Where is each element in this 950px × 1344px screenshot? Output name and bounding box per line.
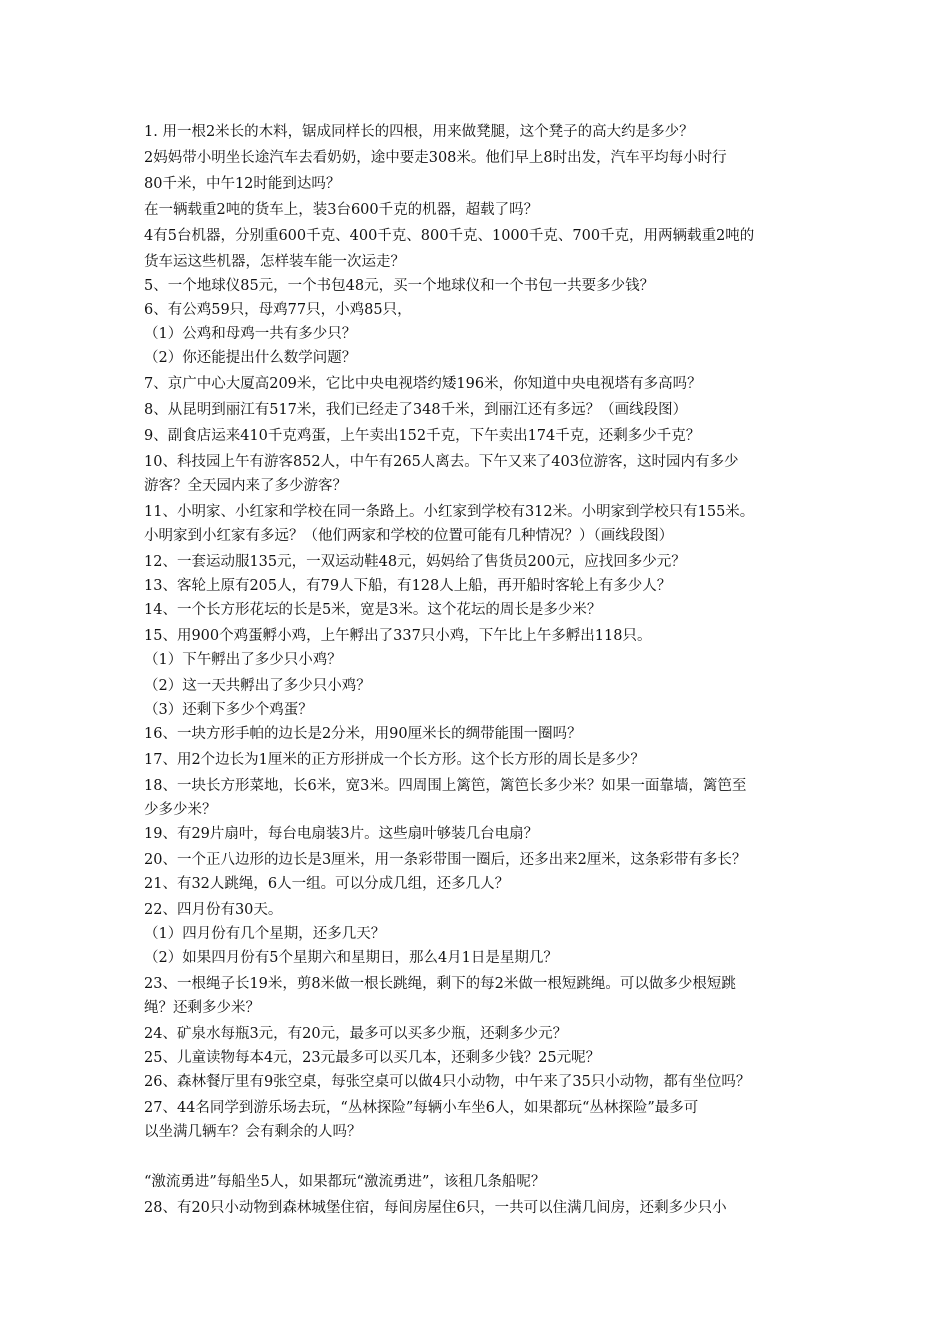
text-line: 28、有20只小动物到森林城堡住宿，每间房屋住6只，一共可以住满几间房，还剩多少只小 bbox=[144, 1200, 727, 1216]
text-line: 13、客轮上原有205人，有79人下船，有128人上船，再开船时客轮上有多少人？ bbox=[144, 578, 672, 594]
text-line: 24、矿泉水每瓶3元，有20元，最多可以买多少瓶，还剩多少元？ bbox=[144, 1026, 568, 1042]
text-line: 2妈妈带小明坐长途汽车去看奶奶，途中要走308米。他们早上8时出发，汽车平均每小时行 bbox=[144, 150, 727, 166]
text-line: （1）下午孵出了多少只小鸡？ bbox=[144, 652, 342, 668]
text-line: （3）还剩下多少个鸡蛋？ bbox=[144, 702, 313, 718]
text-line: 7、京广中心大厦高209米，它比中央电视塔约矮196米，你知道中央电视塔有多高吗？ bbox=[144, 376, 702, 392]
text-line: 货车运这些机器，怎样装车能一次运走？ bbox=[144, 254, 405, 270]
text-line: 26、森林餐厅里有9张空桌，每张空桌可以做4只小动物，中午来了35只小动物，都有坐位吗？ bbox=[144, 1074, 751, 1090]
text-line: 15、用900个鸡蛋孵小鸡，上午孵出了337只小鸡，下午比上午多孵出118只。 bbox=[144, 628, 652, 644]
text-line: 9、副食店运来410千克鸡蛋，上午卖出152千克，下午卖出174千克，还剩多少千克？ bbox=[144, 428, 701, 444]
text-line: 23、一根绳子长19米，剪8米做一根长跳绳，剩下的每2米做一根短跳绳。可以做多少根短跳 bbox=[144, 976, 736, 992]
text-line: 在一辆载重2吨的货车上，装3台600千克的机器，超载了吗？ bbox=[144, 202, 539, 218]
text-line: 8、从昆明到丽江有517米，我们已经走了348千米，到丽江还有多远？（画线段图） bbox=[144, 402, 688, 418]
text-line: 19、有29片扇叶，每台电扇装3片。这些扇叶够装几台电扇？ bbox=[144, 826, 539, 842]
text-line: 17、用2个边长为1厘米的正方形拼成一个长方形。这个长方形的周长是多少？ bbox=[144, 752, 645, 768]
text-line: 20、一个正八边形的边长是3厘米，用一条彩带围一圈后，还多出来2厘米，这条彩带有多长？ bbox=[144, 852, 747, 868]
text-line: 14、一个长方形花坛的长是5米，宽是3米。这个花坛的周长是多少米？ bbox=[144, 602, 602, 618]
text-line: 25、儿童读物每本4元，23元最多可以买几本，还剩多少钱？25元呢？ bbox=[144, 1050, 601, 1066]
text-line: 10、科技园上午有游客852人，中午有265人离去。下午又来了403位游客，这时园内有多少 bbox=[144, 454, 739, 470]
text-line: （2）你还能提出什么数学问题？ bbox=[144, 350, 357, 366]
text-line: 12、一套运动服135元，一双运动鞋48元，妈妈给了售货员200元，应找回多少元？ bbox=[144, 554, 686, 570]
text-line: 6、有公鸡59只，母鸡77只，小鸡85只， bbox=[144, 302, 412, 318]
text-line: （2）这一天共孵出了多少只小鸡？ bbox=[144, 678, 371, 694]
text-line: 少多少米？ bbox=[144, 802, 217, 818]
text-line: 小明家到小红家有多远？（他们两家和学校的位置可能有几种情况？）（画线段图） bbox=[144, 528, 674, 544]
text-line: 以坐满几辆车？会有剩余的人吗？ bbox=[144, 1124, 362, 1140]
text-line: “激流勇进”每船坐5人，如果都玩“激流勇进”，该租几条船呢？ bbox=[144, 1174, 546, 1190]
text-line: 22、四月份有30天。 bbox=[144, 902, 283, 918]
text-line: （2）如果四月份有5个星期六和星期日，那么4月1日是星期几？ bbox=[144, 950, 558, 966]
text-line: （1）四月份有几个星期，还多几天？ bbox=[144, 926, 386, 942]
text-line: 16、一块方形手帕的边长是2分米，用90厘米长的绸带能围一圈吗？ bbox=[144, 726, 582, 742]
text-line: 21、有32人跳绳，6人一组。可以分成几组，还多几人？ bbox=[144, 876, 510, 892]
text-line: 绳？还剩多少米？ bbox=[144, 1000, 260, 1016]
text-line: 1. 用一根2米长的木料，锯成同样长的四根，用来做凳腿，这个凳子的高大约是多少？ bbox=[144, 124, 694, 140]
text-line: 18、一块长方形菜地，长6米，宽3米。四周围上篱笆，篱笆长多少米？如果一面靠墙，篱笆至 bbox=[144, 778, 747, 794]
text-line: （1）公鸡和母鸡一共有多少只？ bbox=[144, 326, 357, 342]
document-page bbox=[144, 0, 824, 1344]
text-line: 11、小明家、小红家和学校在同一条路上。小红家到学校有312米。小明家到学校只有155米。 bbox=[144, 504, 755, 520]
text-line: 4有5台机器，分别重600千克、400千克、800千克、1000千克、700千克，用两辆载重2吨的 bbox=[144, 228, 755, 244]
text-line: 游客？全天园内来了多少游客？ bbox=[144, 478, 347, 494]
text-line: 5、一个地球仪85元，一个书包48元，买一个地球仪和一个书包一共要多少钱？ bbox=[144, 278, 655, 294]
text-line: 27、44名同学到游乐场去玩，“丛林探险”每辆小车坐6人，如果都玩“丛林探险”最多可 bbox=[144, 1100, 699, 1116]
text-line: 80千米，中午12时能到达吗？ bbox=[144, 176, 341, 192]
